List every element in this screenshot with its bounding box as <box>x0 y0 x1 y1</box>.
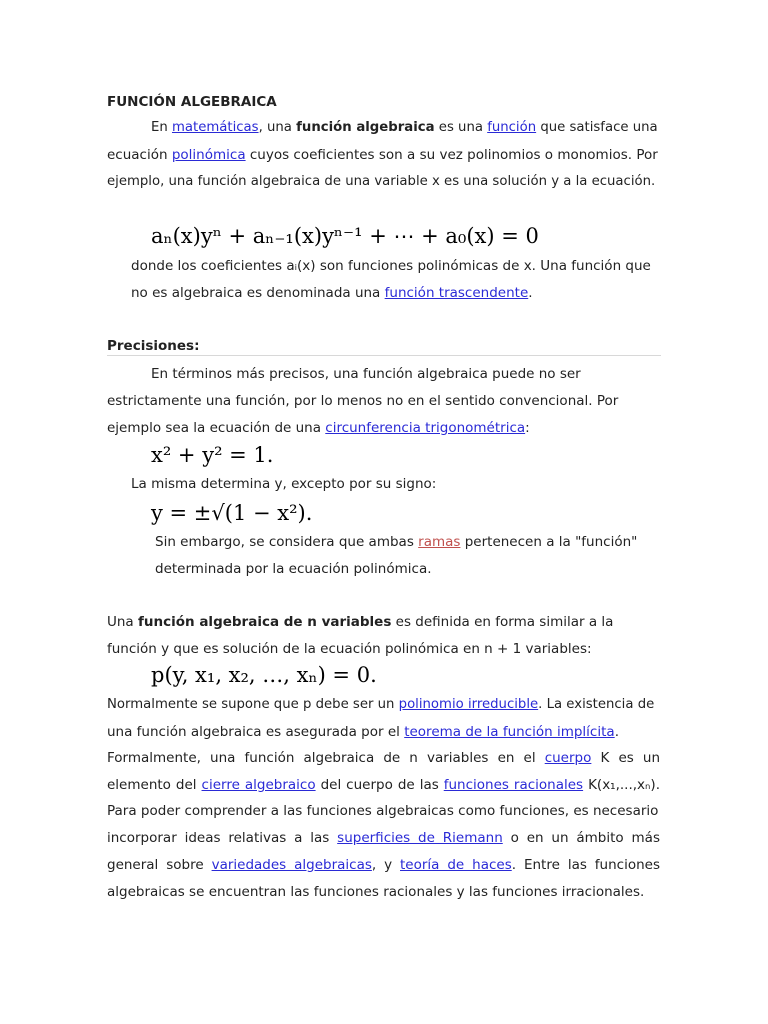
precisiones-line-3: ejemplo sea la ecuación de una circunferencia trigonométrica: <box>107 420 530 436</box>
precisiones-line-5: Sin embargo, se considera que ambas ramas pertenecen a la "función" <box>155 534 638 550</box>
link-superficies-riemann[interactable]: superficies de Riemann <box>337 830 503 846</box>
multivar-para-line-2: una función algebraica es asegurada por el teorema de la función implícita. <box>107 724 619 740</box>
multivar-line-1: Una función algebraica de n variables es definida en forma similar a la <box>107 614 614 630</box>
page-title: FUNCIÓN ALGEBRAICA <box>107 94 277 110</box>
multivar-para-line-5: Para poder comprender a las funciones algebraicas como funciones, es necesario <box>107 803 659 819</box>
multivar-line-2: función y que es solución de la ecuación polinómica en n + 1 variables: <box>107 641 592 657</box>
equation-p: p(y, x₁, x₂, …, xₙ) = 0. <box>151 663 377 687</box>
multivar-para-line-8: algebraicas se encuentran las funciones racionales y las funciones irracionales. <box>107 884 645 900</box>
link-polinomica[interactable]: polinómica <box>171 147 246 163</box>
multivar-para-line-6: incorporar ideas relativas a las superficies de Riemann o en un ámbito más <box>107 830 660 846</box>
equation-polynomial: aₙ(x)yⁿ + aₙ₋₁(x)yⁿ⁻¹ + ⋯ + a₀(x) = 0 <box>151 224 539 248</box>
link-ramas[interactable]: ramas <box>418 534 461 550</box>
intro-line-3: ejemplo, una función algebraica de una variable x es una solución y a la ecuación. <box>107 174 656 189</box>
link-funcion[interactable]: función <box>487 120 537 135</box>
after-eq-line-1: donde los coeficientes aᵢ(x) son funciones polinómicas de x. Una función que <box>131 258 651 274</box>
link-polinomio-irreducible[interactable]: polinomio irreducible <box>398 697 539 712</box>
link-matematicas[interactable]: matemáticas <box>171 120 259 135</box>
multivar-para-line-7: general sobre variedades algebraicas, y teoría de haces. Entre las funciones <box>107 857 660 873</box>
section-heading-precisiones: Precisiones: <box>107 338 200 354</box>
precisiones-line-4: La misma determina y, excepto por su signo: <box>131 476 437 492</box>
link-funciones-racionales[interactable]: funciones racionales <box>443 777 584 793</box>
precisiones-line-2: estrictamente una función, por lo menos no en el sentido convencional. Por <box>107 393 619 409</box>
multivar-para-line-4: elemento del cierre algebraico del cuerpo de las funciones racionales K(x₁,...,xₙ). <box>107 777 660 793</box>
link-teorema-funcion-implicita[interactable]: teorema de la función implícita <box>404 724 615 740</box>
link-cierre-algebraico[interactable]: cierre algebraico <box>201 777 316 793</box>
intro-line-1: En matemáticas, una función algebraica es una función que satisface una <box>151 120 658 135</box>
equation-circle: x² + y² = 1. <box>151 443 274 467</box>
link-variedades-algebraicas[interactable]: variedades algebraicas <box>211 857 372 873</box>
multivar-para-line-1: Normalmente se supone que p debe ser un polinomio irreducible. La existencia de <box>107 697 655 712</box>
precisiones-line-1: En términos más precisos, una función algebraica puede no ser <box>151 366 581 382</box>
link-circunferencia-trigonometrica[interactable]: circunferencia trigonométrica <box>325 420 526 436</box>
section-divider <box>107 355 661 356</box>
link-funcion-trascendente[interactable]: función trascendente <box>384 285 529 301</box>
after-eq-line-2: no es algebraica es denominada una función trascendente. <box>131 285 533 301</box>
equation-y-root: y = ±√(1 − x²). <box>151 501 313 525</box>
link-teoria-haces[interactable]: teoría de haces <box>400 857 512 873</box>
intro-line-2: ecuación polinómica cuyos coeficientes son a su vez polinomios o monomios. Por <box>107 147 658 163</box>
multivar-para-line-3: Formalmente, una función algebraica de n variables en el cuerpo K es un <box>107 750 660 766</box>
link-cuerpo[interactable]: cuerpo <box>544 750 592 766</box>
precisiones-line-6: determinada por la ecuación polinómica. <box>155 561 432 577</box>
